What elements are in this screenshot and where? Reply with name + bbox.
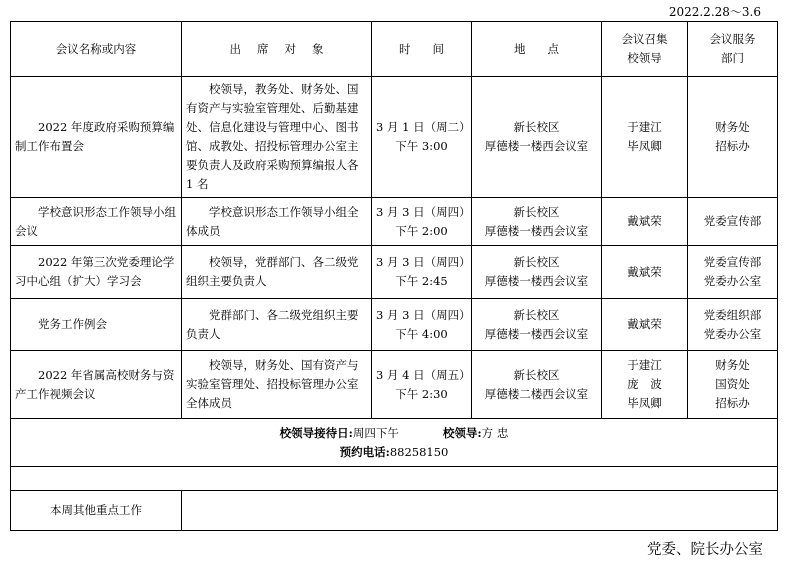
convener-name: 毕凤卿 bbox=[627, 396, 662, 410]
meeting-time bbox=[372, 198, 472, 246]
header-convener bbox=[602, 22, 688, 77]
service-dept: 党委宣传部 bbox=[703, 255, 762, 269]
meeting-location bbox=[472, 246, 602, 299]
meeting-campus: 新长校区 bbox=[513, 204, 560, 219]
meeting-attendees: 党群部门、各二级党组织主要负责人 bbox=[182, 299, 372, 351]
other-work-label: 本周其他重点工作 bbox=[11, 491, 182, 531]
meeting-date: 3 月 3 日（周四） bbox=[376, 307, 471, 322]
meeting-clock: 下午 2:00 bbox=[395, 223, 448, 238]
meeting-name: 党务工作例会 bbox=[11, 299, 182, 351]
convener-name: 戴斌荣 bbox=[627, 317, 662, 331]
service-dept: 财务处 bbox=[715, 120, 750, 134]
blank-row bbox=[11, 467, 778, 491]
blank-cell bbox=[11, 467, 778, 491]
meeting-campus: 新长校区 bbox=[513, 255, 560, 269]
meeting-clock: 下午 3:00 bbox=[395, 139, 448, 153]
reception-row bbox=[11, 419, 778, 467]
meeting-time bbox=[372, 246, 472, 299]
header-convener-line1: 会议召集 bbox=[621, 32, 668, 46]
meeting-attendees: 校领导，教务处、财务处、国有资产与实验室管理处、后勤基建处、信息化建设与管理中心、图书馆、成教处、招投标管理办公室主要负责人及政府采购预算编报人各 1 名 bbox=[182, 77, 372, 198]
service-dept: 党委组织部 bbox=[703, 307, 762, 322]
meeting-location bbox=[472, 299, 602, 351]
meeting-convener bbox=[602, 246, 688, 299]
meeting-schedule-table bbox=[10, 21, 778, 531]
meeting-service bbox=[688, 351, 778, 419]
meeting-convener bbox=[602, 77, 688, 198]
reception-phone-label: 预约电话: bbox=[339, 444, 390, 459]
meeting-name: 2022 年第三次党委理论学习中心组（扩大）学习会 bbox=[11, 246, 182, 299]
header-name: 会议名称或内容 bbox=[11, 22, 182, 77]
service-dept: 党委办公室 bbox=[703, 326, 762, 341]
service-dept: 国资处 bbox=[715, 377, 750, 391]
header-attendees: 出席对象 bbox=[182, 22, 372, 77]
convener-name: 于建江 bbox=[627, 120, 662, 134]
meeting-convener bbox=[602, 198, 688, 246]
meeting-time bbox=[372, 299, 472, 351]
service-dept: 财务处 bbox=[715, 358, 750, 372]
meeting-name: 学校意识形态工作领导小组会议 bbox=[11, 198, 182, 246]
reception-leader-value: 方 忠 bbox=[481, 425, 509, 440]
service-dept: 招标办 bbox=[715, 139, 750, 153]
reception-phone-value: 88258150 bbox=[389, 444, 449, 459]
meeting-time bbox=[372, 351, 472, 419]
meeting-room: 厚德楼一楼西会议室 bbox=[484, 223, 589, 238]
meeting-room: 厚德楼一楼西会议室 bbox=[484, 139, 589, 153]
reception-phone-line bbox=[15, 443, 773, 462]
convener-name: 戴斌荣 bbox=[627, 214, 662, 228]
header-time: 时间 bbox=[372, 22, 472, 77]
meeting-clock: 下午 2:30 bbox=[395, 386, 448, 401]
meeting-campus: 新长校区 bbox=[513, 120, 560, 134]
meeting-location bbox=[472, 351, 602, 419]
meeting-time bbox=[372, 77, 472, 198]
meeting-location bbox=[472, 77, 602, 198]
reception-info bbox=[11, 419, 778, 467]
meeting-attendees: 校领导，党群部门、各二级党组织主要负责人 bbox=[182, 246, 372, 299]
header-service-line1: 会议服务 bbox=[709, 32, 756, 46]
table-row bbox=[11, 351, 778, 419]
issuer-office: 党委、院长办公室 bbox=[647, 542, 763, 558]
header-convener-line2: 校领导 bbox=[627, 51, 662, 65]
meeting-attendees: 学校意识形态工作领导小组全体成员 bbox=[182, 198, 372, 246]
meeting-location bbox=[472, 198, 602, 246]
meeting-clock: 下午 2:45 bbox=[395, 274, 448, 288]
meeting-convener bbox=[602, 299, 688, 351]
reception-day-line bbox=[15, 424, 773, 443]
meeting-date: 3 月 4 日（周五） bbox=[376, 367, 471, 382]
meeting-service bbox=[688, 77, 778, 198]
table-row bbox=[11, 198, 778, 246]
reception-day-label: 校领导接待日: bbox=[279, 425, 353, 440]
other-work-content bbox=[182, 491, 778, 531]
header-location: 地点 bbox=[472, 22, 602, 77]
meeting-date: 3 月 1 日（周二） bbox=[376, 120, 471, 134]
meeting-room: 厚德楼二楼西会议室 bbox=[484, 386, 589, 401]
meeting-campus: 新长校区 bbox=[513, 307, 560, 322]
meeting-name: 2022 年度政府采购预算编制工作布置会 bbox=[11, 77, 182, 198]
meeting-date: 3 月 3 日（周四） bbox=[376, 204, 471, 219]
table-row bbox=[11, 77, 778, 198]
meeting-service bbox=[688, 198, 778, 246]
reception-leader-label: 校领导: bbox=[442, 425, 482, 440]
meeting-attendees: 校领导，财务处、国有资产与实验室管理处、招投标管理办公室全体成员 bbox=[182, 351, 372, 419]
table-header-row bbox=[11, 22, 778, 77]
service-dept: 党委办公室 bbox=[703, 274, 762, 288]
reception-day-value: 周四下午 bbox=[352, 425, 399, 440]
service-dept: 招标办 bbox=[715, 396, 750, 410]
other-work-row bbox=[11, 491, 778, 531]
meeting-convener bbox=[602, 351, 688, 419]
meeting-room: 厚德楼一楼西会议室 bbox=[484, 326, 589, 341]
convener-name: 戴斌荣 bbox=[627, 264, 662, 279]
meeting-name: 2022 年省属高校财务与资产工作视频会议 bbox=[11, 351, 182, 419]
convener-name: 庞 波 bbox=[627, 377, 662, 391]
date-range: 2022.2.28～3.6 bbox=[668, 5, 761, 19]
service-dept: 党委宣传部 bbox=[703, 214, 762, 228]
meeting-clock: 下午 4:00 bbox=[395, 326, 448, 341]
meeting-service bbox=[688, 299, 778, 351]
meeting-room: 厚德楼一楼西会议室 bbox=[484, 274, 589, 288]
header-service bbox=[688, 22, 778, 77]
convener-name: 毕凤卿 bbox=[627, 139, 662, 153]
meeting-date: 3 月 3 日（周四） bbox=[376, 255, 471, 269]
table-row bbox=[11, 299, 778, 351]
header-service-line2: 部门 bbox=[721, 51, 744, 65]
convener-name: 于建江 bbox=[627, 358, 662, 372]
meeting-campus: 新长校区 bbox=[513, 367, 560, 382]
table-row bbox=[11, 246, 778, 299]
meeting-service bbox=[688, 246, 778, 299]
